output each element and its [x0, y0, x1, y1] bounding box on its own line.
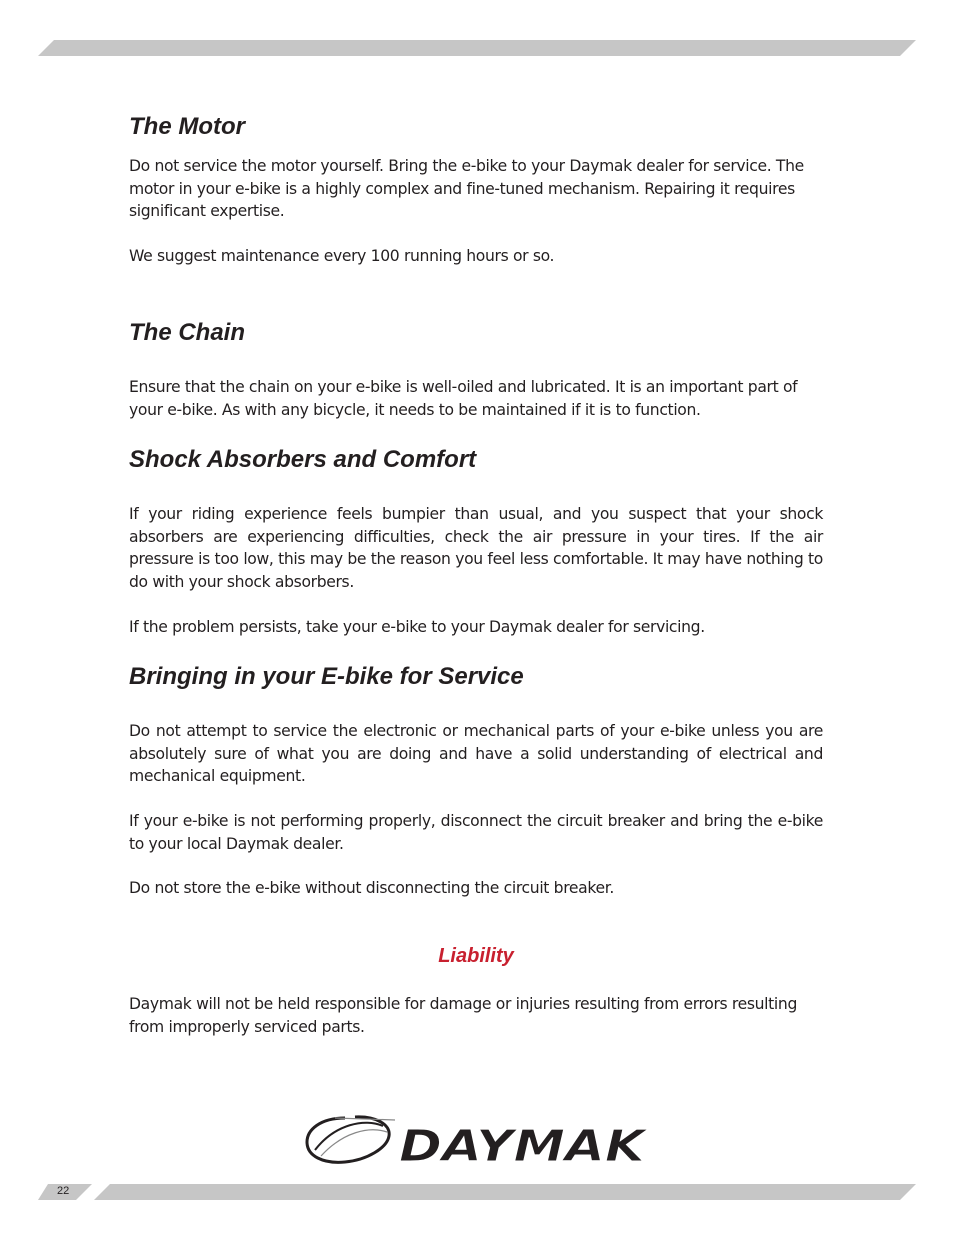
heading-chain: The Chain [129, 319, 246, 346]
motor-paragraph-2: We suggest maintenance every 100 running hours or so. [129, 247, 555, 265]
heading-shock-absorbers: Shock Absorbers and Comfort [129, 446, 477, 473]
page-number: 22 [57, 1185, 70, 1197]
shock-paragraph-2: If the problem persists, take your e-bike to your Daymak dealer for servicing. [129, 618, 705, 636]
motor-paragraph-1: Do not service the motor yourself. Bring the e-bike to your Daymak dealer for service. The motor in your e-bike is a highly complex and fine-tuned mechanism. Repairing it requires significant expertise. [129, 157, 804, 220]
daymak-logo [305, 1112, 650, 1168]
liability-paragraph: Daymak will not be held responsible for damage or injuries resulting from errors resulting from improperly serviced parts. [129, 995, 797, 1036]
header-bar [0, 40, 954, 58]
shock-paragraph-1: If your riding experience feels bumpier than usual, and you suspect that your shock absorbers are experiencing difficulties, check the air pressure in your tires. If the air pressure is too low, this may be the reason you feel less comfortable. It may have nothing to do with your shock absorbers. [129, 505, 823, 591]
footer-bar [0, 1184, 954, 1202]
logo-wordmark: DAYMAK [399, 1121, 649, 1168]
heading-liability: Liability [438, 945, 514, 967]
service-paragraph-1: Do not attempt to service the electronic or mechanical parts of your e-bike unless you are absolutely sure of what you are doing and have a solid understanding of electrical and mechanical equipment. [129, 722, 823, 785]
heading-service: Bringing in your E-bike for Service [129, 663, 524, 690]
heading-motor: The Motor [129, 113, 245, 140]
service-paragraph-2: If your e-bike is not performing properly, disconnect the circuit breaker and bring the e-bike to your local Daymak dealer. [129, 812, 823, 853]
service-paragraph-3: Do not store the e-bike without disconnecting the circuit breaker. [129, 879, 614, 897]
chain-paragraph-1: Ensure that the chain on your e-bike is well-oiled and lubricated. It is an important part of your e-bike. As with any bicycle, it needs to be maintained if it is to function. [129, 378, 798, 419]
